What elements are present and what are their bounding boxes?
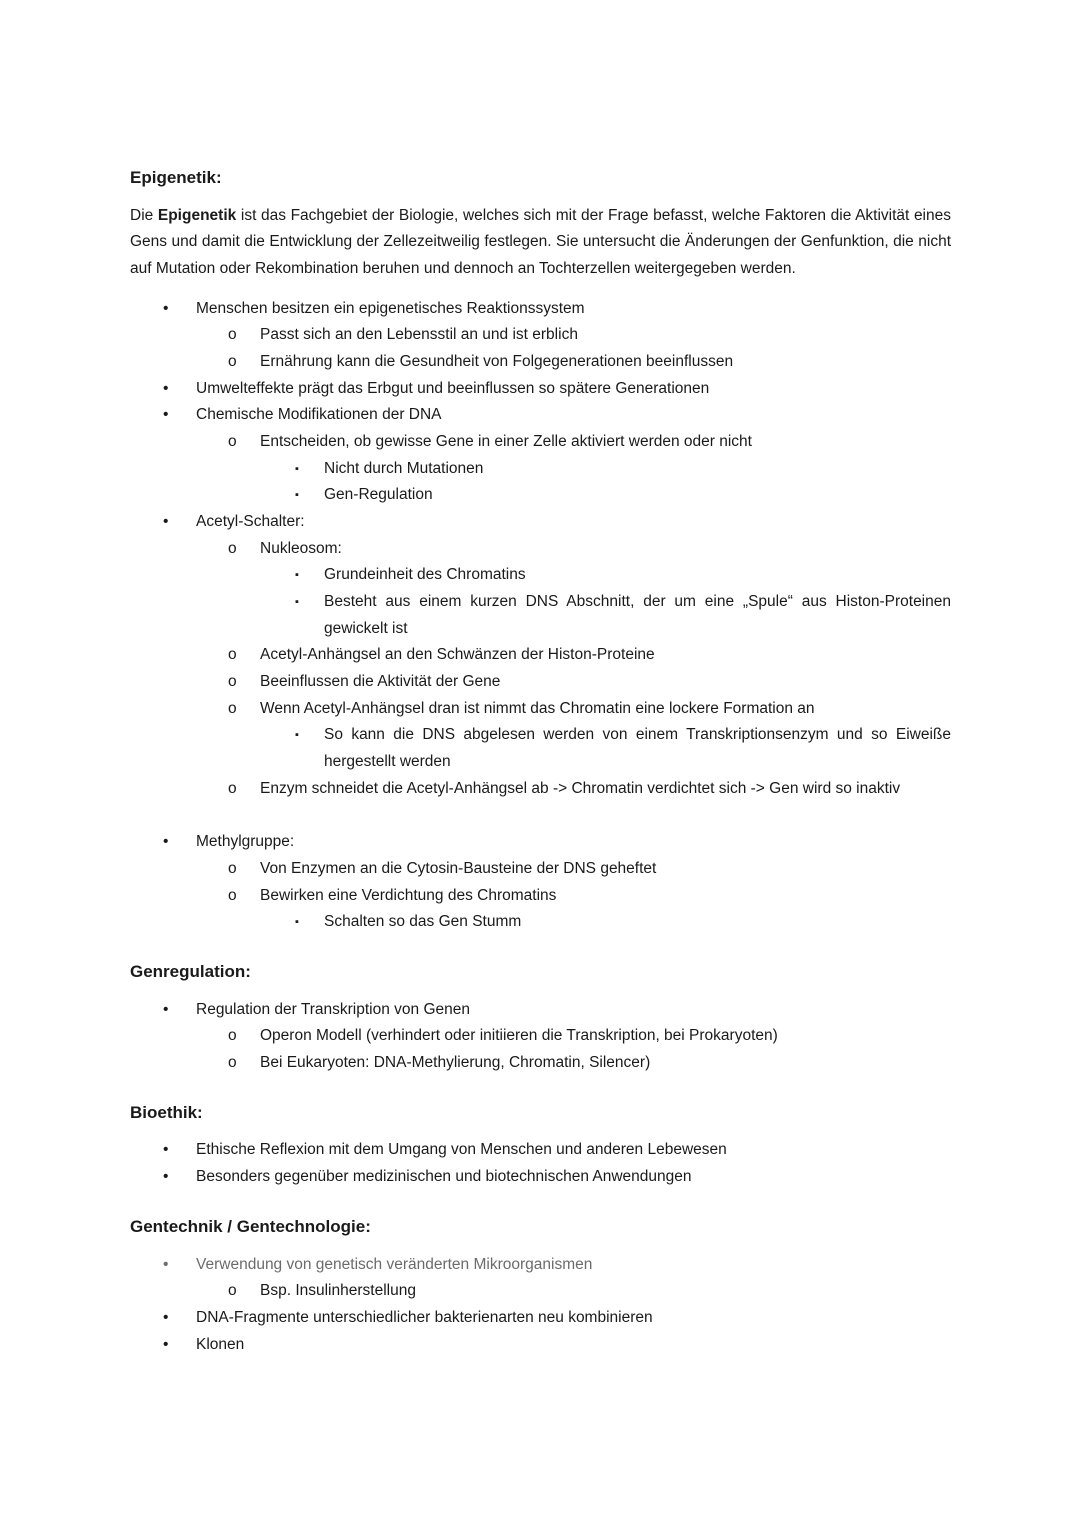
list-item-text: Passt sich an den Lebensstil an und ist erblich — [260, 326, 578, 344]
bullet-disc-icon: • — [163, 1141, 169, 1159]
list-item-text: Nukleosom: — [260, 539, 342, 557]
list-item-text: Nicht durch Mutationen — [324, 459, 484, 477]
list-item-text: Grundeinheit des Chromatins — [324, 566, 526, 584]
paragraph-run: Die — [130, 206, 158, 224]
list-item-text: Besteht aus einem kurzen DNS Abschnitt, der um eine „Spule“ aus Histon-Proteinen gewickelt ist — [324, 592, 951, 637]
bullet-circle-icon: o — [228, 1027, 237, 1045]
list-item-text: Operon Modell (verhindert oder initiieren die Transkription, bei Prokaryoten) — [260, 1027, 778, 1045]
section-heading: Bioethik: — [130, 1102, 203, 1122]
bullet-disc-icon: • — [163, 1255, 169, 1273]
list-item-text: Bsp. Insulinherstellung — [260, 1282, 416, 1300]
list-item-text: Umwelteffekte prägt das Erbgut und beeinflussen so spätere Generationen — [196, 379, 710, 397]
bullet-circle-icon: o — [228, 1053, 237, 1071]
list-item-text: Beeinflussen die Aktivität der Gene — [260, 672, 501, 690]
bullet-list — [130, 296, 951, 936]
intro-paragraph — [130, 203, 951, 283]
list-item — [130, 322, 951, 349]
list-item — [130, 776, 951, 803]
list-item — [130, 1164, 951, 1191]
list-item — [130, 642, 951, 669]
bullet-disc-icon: • — [163, 513, 169, 531]
list-item — [130, 856, 951, 883]
list-item — [130, 669, 951, 696]
list-item — [130, 482, 951, 509]
bullet-circle-icon: o — [228, 886, 237, 904]
list-item — [130, 349, 951, 376]
bullet-disc-icon: • — [163, 379, 169, 397]
list-item — [130, 997, 951, 1024]
list-item — [130, 883, 951, 910]
list-item-text: Entscheiden, ob gewisse Gene in einer Zelle aktiviert werden oder nicht — [260, 433, 752, 451]
bullet-disc-icon: • — [163, 833, 169, 851]
list-item-text: Bewirken eine Verdichtung des Chromatins — [260, 886, 557, 904]
bullet-disc-icon: • — [163, 1000, 169, 1018]
list-item-text: Wenn Acetyl-Anhängsel dran ist nimmt das Chromatin eine lockere Formation an — [260, 699, 815, 717]
paragraph-run: ist das Fachgebiet der Biologie, welches sich mit der Frage befasst, welche Faktoren die Aktivität eines Gens und damit die Entwicklung der Zellezeitweilig festlegen. Sie untersucht die Änderungen der Genfunktion, die nicht auf Mutation oder Rekombination beruhen und dennoch an Tochterzellen weitergegeben werden. — [130, 206, 951, 278]
list-item-text: Acetyl-Schalter: — [196, 513, 305, 531]
list-item — [130, 722, 951, 775]
bullet-list — [130, 1252, 951, 1359]
list-item — [130, 589, 951, 642]
paragraph-run-bold: Epigenetik — [157, 206, 237, 224]
list-item-text: Gen-Regulation — [324, 486, 433, 504]
list-item — [130, 376, 951, 403]
list-item — [130, 1050, 951, 1077]
bullet-list — [130, 1137, 951, 1190]
list-item — [130, 909, 951, 936]
list-item-text: Besonders gegenüber medizinischen und biotechnischen Anwendungen — [196, 1168, 692, 1186]
document-body — [130, 166, 951, 1358]
list-item — [130, 562, 951, 589]
bullet-circle-icon: o — [228, 699, 237, 717]
list-item — [130, 456, 951, 483]
section-heading: Gentechnik / Gentechnologie: — [130, 1216, 371, 1236]
list-item — [130, 696, 951, 723]
list-item — [130, 509, 951, 536]
bullet-circle-icon: o — [228, 353, 237, 371]
list-item-text: Menschen besitzen ein epigenetisches Reaktionssystem — [196, 299, 585, 317]
bullet-square-icon: ▪ — [295, 916, 299, 929]
bullet-disc-icon: • — [163, 1168, 169, 1186]
list-item — [130, 296, 951, 323]
bullet-circle-icon: o — [228, 859, 237, 877]
bullet-square-icon: ▪ — [295, 462, 299, 475]
list-item-text: Klonen — [196, 1335, 245, 1353]
bullet-circle-icon: o — [228, 646, 237, 664]
bullet-circle-icon: o — [228, 326, 237, 344]
list-item-text: Von Enzymen an die Cytosin-Bausteine der DNS geheftet — [260, 859, 657, 877]
bullet-circle-icon: o — [228, 1282, 237, 1300]
section-heading: Genregulation: — [130, 961, 251, 981]
list-item — [130, 1305, 951, 1332]
bullet-disc-icon: • — [163, 1335, 169, 1353]
list-item — [130, 1137, 951, 1164]
list-item-text: Acetyl-Anhängsel an den Schwänzen der Histon-Proteine — [260, 646, 655, 664]
bullet-disc-icon: • — [163, 1308, 169, 1326]
bullet-circle-icon: o — [228, 779, 237, 797]
bullet-square-icon: ▪ — [295, 569, 299, 582]
list-item — [130, 1332, 951, 1359]
list-item-text: DNA-Fragmente unterschiedlicher bakterienarten neu kombinieren — [196, 1308, 653, 1326]
list-item-text: Ethische Reflexion mit dem Umgang von Menschen und anderen Lebewesen — [196, 1141, 727, 1159]
list-item-text: Methylgruppe: — [196, 833, 295, 851]
bullet-disc-icon: • — [163, 299, 169, 317]
bullet-square-icon: ▪ — [295, 595, 299, 608]
list-item-text: Ernährung kann die Gesundheit von Folgegenerationen beeinflussen — [260, 353, 734, 371]
bullet-list — [130, 997, 951, 1077]
bullet-square-icon: ▪ — [295, 729, 299, 742]
list-item — [130, 536, 951, 563]
section-heading: Epigenetik: — [130, 168, 222, 187]
list-item — [130, 429, 951, 456]
list-item-text: So kann die DNS abgelesen werden von einem Transkriptionsenzym und so Eiweiße hergestellt werden — [324, 726, 951, 770]
list-item — [130, 1023, 951, 1050]
list-item — [130, 402, 951, 429]
list-item-text: Regulation der Transkription von Genen — [196, 1000, 470, 1018]
list-item-text: Enzym schneidet die Acetyl-Anhängsel ab -> Chromatin verdichtet sich -> Gen wird so inaktiv — [260, 779, 901, 797]
list-item — [130, 1278, 951, 1305]
bullet-circle-icon: o — [228, 539, 237, 557]
list-item-text: Chemische Modifikationen der DNA — [196, 406, 442, 424]
list-item-text: Schalten so das Gen Stumm — [324, 913, 522, 931]
list-item — [130, 829, 951, 856]
list-item-text: Bei Eukaryoten: DNA-Methylierung, Chromatin, Silencer) — [260, 1053, 651, 1071]
bullet-circle-icon: o — [228, 672, 237, 690]
list-item — [130, 1252, 951, 1279]
bullet-square-icon: ▪ — [295, 489, 299, 502]
list-item-text: Verwendung von genetisch veränderten Mikroorganismen — [196, 1255, 593, 1273]
bullet-circle-icon: o — [228, 433, 237, 451]
bullet-disc-icon: • — [163, 406, 169, 424]
